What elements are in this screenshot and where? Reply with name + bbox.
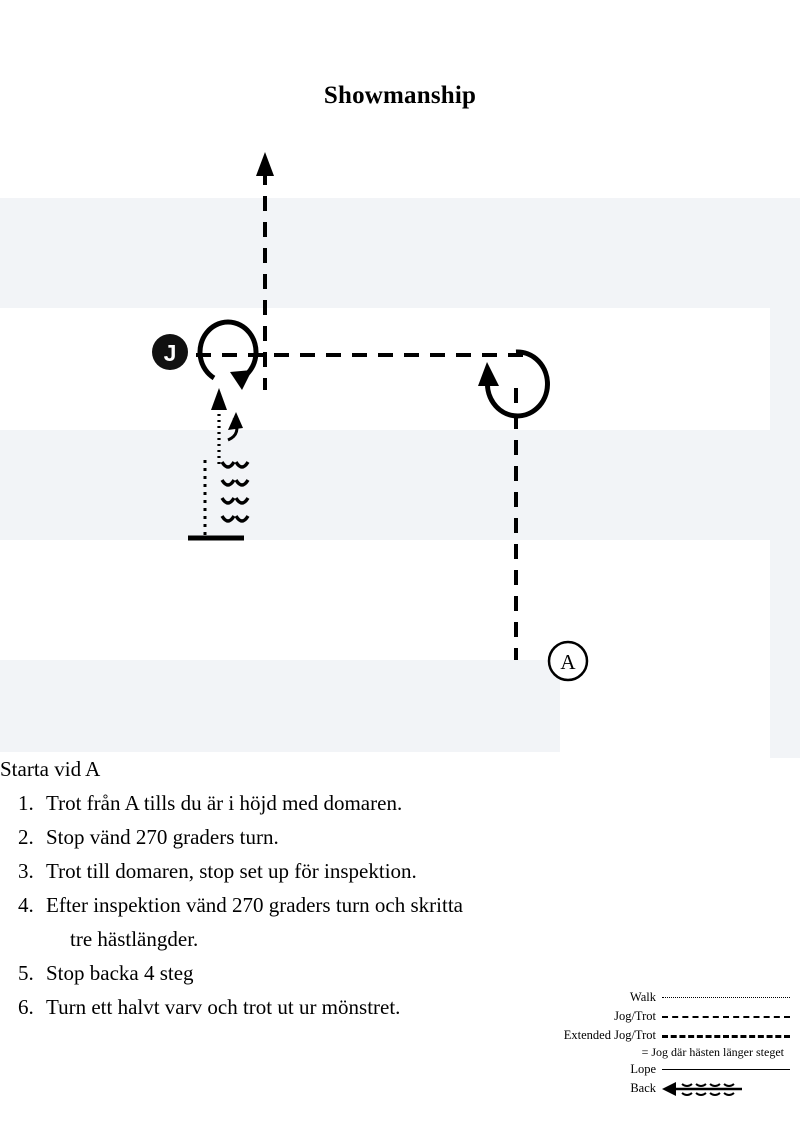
left-turn-arrowhead bbox=[230, 370, 252, 390]
step-text: Turn ett halvt varv och trot ut ur mönstret. bbox=[46, 995, 401, 1020]
legend-sample-back bbox=[662, 1080, 790, 1098]
right-turn-arrowhead bbox=[478, 362, 499, 386]
step-text: Trot till domaren, stop set up för inspektion. bbox=[46, 859, 417, 884]
svg-text:J: J bbox=[163, 340, 177, 366]
back-up-track bbox=[188, 460, 248, 538]
legend-sample-walk bbox=[662, 990, 790, 1006]
step-text: Stop backa 4 steg bbox=[46, 961, 194, 986]
legend-label: Lope bbox=[630, 1062, 656, 1076]
step-text: Trot från A tills du är i höjd med domaren. bbox=[46, 791, 403, 816]
list-item bbox=[0, 820, 640, 854]
list-item bbox=[0, 786, 640, 820]
legend-row-extended-jog bbox=[438, 1026, 790, 1045]
legend-row-walk bbox=[438, 988, 790, 1007]
walk-up-arrow bbox=[211, 388, 243, 465]
svg-text:A: A bbox=[560, 650, 576, 674]
step-number: 1. bbox=[18, 791, 34, 816]
legend-sample-extended-jog bbox=[662, 1028, 790, 1044]
legend-label: Extended Jog/Trot bbox=[563, 1028, 656, 1042]
judge-marker bbox=[152, 334, 188, 370]
legend-label: Jog/Trot bbox=[614, 1009, 656, 1023]
step-number: 3. bbox=[18, 859, 34, 884]
legend-note: = Jog där hästen länger steget bbox=[641, 1045, 784, 1059]
step-number: 2. bbox=[18, 825, 34, 850]
list-item bbox=[0, 888, 640, 956]
pattern-diagram bbox=[0, 140, 800, 710]
step-text-continuation: tre hästlängder. bbox=[70, 927, 199, 952]
legend-label: Back bbox=[630, 1081, 656, 1095]
legend-row-lope bbox=[438, 1060, 790, 1079]
step-text: Efter inspektion vänd 270 graders turn och skritta bbox=[46, 893, 463, 918]
gait-legend bbox=[438, 988, 790, 1098]
step-text: Stop vänd 270 graders turn. bbox=[46, 825, 279, 850]
legend-label: Walk bbox=[629, 990, 656, 1004]
legend-row-back bbox=[438, 1079, 790, 1098]
start-line: Starta vid A bbox=[0, 757, 101, 781]
start-marker bbox=[549, 642, 587, 680]
step-number: 6. bbox=[18, 995, 34, 1020]
legend-sample-lope bbox=[662, 1062, 790, 1078]
legend-row-jog bbox=[438, 1007, 790, 1026]
page-title: Showmanship bbox=[323, 82, 477, 109]
legend-sample-jog bbox=[662, 1009, 790, 1025]
instruction-list bbox=[0, 752, 640, 1024]
step-number: 4. bbox=[18, 893, 34, 918]
list-item bbox=[0, 854, 640, 888]
list-item bbox=[0, 956, 640, 990]
step-number: 5. bbox=[18, 961, 34, 986]
